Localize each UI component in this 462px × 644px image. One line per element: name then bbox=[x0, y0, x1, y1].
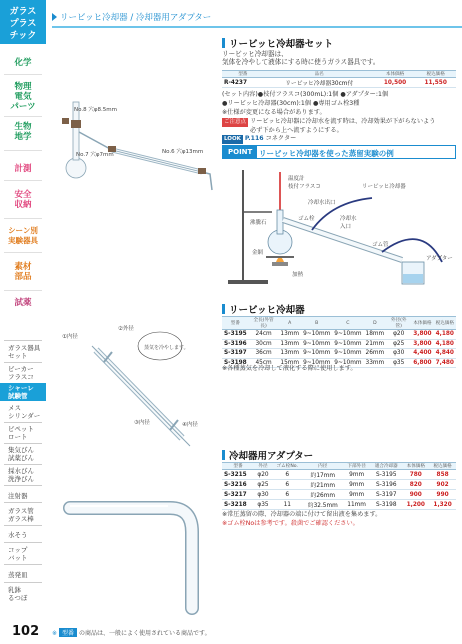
point-label: POINT bbox=[223, 146, 257, 158]
page-number: 102 bbox=[12, 624, 40, 639]
diagram-label-gauze: 金網 bbox=[252, 250, 264, 256]
table-cell: 13mm bbox=[280, 340, 300, 347]
distillation-set-illustration bbox=[52, 40, 217, 210]
point-box bbox=[222, 145, 456, 159]
diagram-label-water: 冷却水 bbox=[340, 216, 357, 222]
divider bbox=[4, 116, 42, 117]
table-cell: 6,800 bbox=[411, 358, 433, 368]
table-cell: S-3197 bbox=[370, 490, 402, 500]
divider bbox=[4, 564, 42, 565]
cooler-photo bbox=[52, 318, 217, 468]
illus-label-inner-diameter: ①内径 bbox=[62, 334, 78, 340]
cooler-note: ※各種蒸気を冷却して液化する際に使用します。 bbox=[222, 365, 357, 372]
subnav-glass-tube-rod[interactable]: ガラス管 ガラス棒 bbox=[8, 507, 34, 523]
table-cell: 15mm bbox=[280, 359, 300, 366]
table-cell: 9~10mm bbox=[303, 340, 331, 347]
table-cell: 30cm bbox=[249, 339, 279, 349]
table-cell: 4,180 bbox=[434, 330, 456, 340]
table-cell: 9~10mm bbox=[334, 359, 362, 366]
set-tagline: 気体を冷やして液体にする時に使うガラス器具です。 bbox=[222, 58, 380, 66]
diagram-label-heat: 加熱 bbox=[292, 272, 304, 278]
divider bbox=[4, 340, 42, 341]
table-cell: S-3196 bbox=[370, 480, 402, 490]
divider bbox=[4, 542, 42, 543]
table-cell: 約21mm bbox=[302, 480, 343, 490]
table-cell: S-3215 bbox=[222, 470, 254, 480]
subnav-water-tank[interactable]: 水そう bbox=[8, 531, 28, 539]
subnav-water-bottle[interactable]: 採水びん 洗浄びん bbox=[8, 467, 34, 483]
page-footer bbox=[0, 620, 462, 644]
subnav-beaker-flask[interactable]: ビーカー フラスコ bbox=[8, 365, 34, 381]
table-cell: 9~10mm bbox=[334, 340, 362, 347]
table-row bbox=[222, 339, 456, 349]
category-sidebar bbox=[0, 0, 46, 644]
table-cell: φ30 bbox=[254, 490, 272, 500]
divider bbox=[4, 252, 42, 253]
table-cell: 6 bbox=[272, 480, 302, 490]
diagram-label-flask: 枝付フラスコ bbox=[288, 184, 321, 190]
set-title: リービッヒ冷却器セット bbox=[222, 36, 333, 50]
table-cell: 9mm bbox=[343, 490, 370, 500]
table-cell: 13mm bbox=[280, 331, 300, 338]
table-cell: S-3198 bbox=[370, 500, 402, 510]
table-cell: S-3217 bbox=[222, 490, 254, 500]
table-cell: 858 bbox=[429, 470, 456, 480]
divider bbox=[4, 464, 42, 465]
table-cell: 11mm bbox=[343, 500, 370, 510]
table-cell: S-3198 bbox=[224, 359, 247, 366]
table-cell: 13mm bbox=[280, 350, 300, 357]
divider bbox=[4, 582, 42, 583]
subnav-evaporating-dish[interactable]: 蒸発皿 bbox=[8, 571, 28, 579]
table-cell: φ20 bbox=[254, 470, 272, 480]
table-cell: S-3218 bbox=[222, 500, 254, 510]
divider bbox=[4, 502, 42, 503]
table-cell: S-3195 bbox=[370, 470, 402, 480]
divider bbox=[4, 218, 42, 219]
table-row bbox=[222, 330, 456, 340]
subnav-pipette-funnel[interactable]: ピペット ロート bbox=[8, 425, 34, 441]
sidebar-category-physics[interactable]: 物理 電気 パーツ bbox=[0, 82, 46, 112]
table-row: R-4237 リービッヒ冷却器30cm付 10,500 11,550 bbox=[222, 78, 456, 88]
adapter-title: 冷却器用アダプター bbox=[222, 448, 313, 462]
table-cell: 6 bbox=[272, 470, 302, 480]
divider bbox=[4, 150, 42, 151]
illus-label-inner-4: ④内径 bbox=[182, 422, 198, 428]
diagram-label-adapter: アダプター bbox=[426, 256, 453, 262]
table-cell: 990 bbox=[429, 490, 456, 500]
divider bbox=[4, 525, 42, 526]
table-cell: 1,200 bbox=[402, 500, 429, 510]
divider bbox=[4, 74, 42, 75]
table-cell: 11 bbox=[272, 500, 302, 510]
liebig-condenser-illustration bbox=[52, 318, 217, 468]
table-cell: 45cm bbox=[249, 358, 279, 368]
adapter-table-body bbox=[222, 470, 456, 510]
table-row bbox=[222, 500, 456, 510]
table-cell: 約26mm bbox=[302, 490, 343, 500]
table-cell: 3,800 bbox=[411, 330, 433, 340]
table-cell: 9~10mm bbox=[334, 350, 362, 357]
cooler-title: リービッヒ冷却器 bbox=[222, 302, 305, 316]
diagram-label-inlet: 入口 bbox=[340, 224, 352, 230]
divider bbox=[4, 180, 42, 181]
table-cell: 6 bbox=[272, 490, 302, 500]
adapter-note-2: ※ゴム栓Noは参考です。殺菌でご確認ください。 bbox=[222, 520, 359, 527]
table-cell: 4,840 bbox=[434, 349, 456, 359]
sidebar-category-scene[interactable]: シーン別 実験器具 bbox=[0, 226, 46, 246]
diagram-label-boiling-stone: 沸騰石 bbox=[250, 220, 267, 226]
subnav-mortar-crucible[interactable]: 乳鉢 るつぼ bbox=[8, 586, 28, 602]
table-cell: φ35 bbox=[386, 358, 411, 368]
model-mark: 型番 bbox=[59, 628, 77, 637]
table-cell: 26mm bbox=[365, 350, 385, 357]
table-cell: 18mm bbox=[365, 331, 385, 338]
sidebar-category-biology[interactable]: 生物 地学 bbox=[0, 122, 46, 142]
divider bbox=[4, 290, 42, 291]
table-cell: 約17mm bbox=[302, 470, 343, 480]
table-cell: 3,800 bbox=[411, 339, 433, 349]
table-cell: 9mm bbox=[343, 470, 370, 480]
table-cell: φ30 bbox=[386, 349, 411, 359]
look-badge: LOOK bbox=[224, 136, 241, 142]
diagram-label-water-out: 冷却水出口 bbox=[308, 200, 336, 206]
breadcrumb: リービッヒ冷却器 / 冷却器用アダプター bbox=[52, 11, 211, 23]
table-cell: S-3196 bbox=[224, 340, 247, 347]
subnav-cylinder[interactable]: メス シリンダー bbox=[8, 404, 41, 420]
table-cell: 21mm bbox=[365, 340, 385, 347]
subnav-glass-set[interactable]: ガラス器具 セット bbox=[8, 344, 41, 360]
table-row bbox=[222, 490, 456, 500]
diagram-label-condenser: リービッヒ冷却器 bbox=[362, 184, 406, 190]
table-cell: 1,320 bbox=[429, 500, 456, 510]
illus-label-outer-diameter: ②外径 bbox=[118, 326, 134, 332]
cooler-table-body bbox=[222, 330, 456, 368]
table-cell: 9~10mm bbox=[303, 359, 331, 366]
adapter-photo bbox=[60, 480, 210, 615]
table-cell: 780 bbox=[402, 470, 429, 480]
illus-bubble-text: 蒸気を冷やします。 bbox=[144, 345, 189, 351]
table-cell: 4,400 bbox=[411, 349, 433, 359]
table-row bbox=[222, 470, 456, 480]
table-cell: 9~10mm bbox=[334, 331, 362, 338]
diagram-label-stopper: ゴム栓 bbox=[298, 216, 315, 222]
sidebar-category-materials[interactable]: 素材 部品 bbox=[0, 262, 46, 282]
table-cell: S-3195 bbox=[224, 331, 247, 338]
set-caution: ご注意点 リービッヒ冷却器に冷却水を流す時は、冷却効果が下がらないよう bbox=[224, 118, 436, 125]
callout-label: No.6 穴φ13mm bbox=[162, 149, 204, 155]
divider bbox=[4, 485, 42, 486]
table-cell: S-3216 bbox=[222, 480, 254, 490]
page-header bbox=[0, 0, 462, 30]
set-contents-2: ●リービッヒ冷却器(30cm):1個 ●専用ゴム栓3種 bbox=[222, 100, 360, 107]
callout-label: No.8 穴φ8.5mm bbox=[74, 107, 117, 113]
table-cell: φ25 bbox=[386, 339, 411, 349]
table-cell: 約32.5mm bbox=[302, 500, 343, 510]
adapter-illustration bbox=[60, 480, 210, 615]
header-rule bbox=[52, 26, 462, 28]
set-subtitle: リービッヒ冷却器は、 bbox=[222, 50, 288, 58]
distillation-diagram bbox=[222, 162, 456, 294]
callout-label: No.7 穴φ7mm bbox=[76, 152, 114, 158]
illus-label-inner-3: ③内径 bbox=[134, 420, 150, 426]
table-cell: 900 bbox=[402, 490, 429, 500]
table-cell: 24cm bbox=[249, 330, 279, 340]
table-cell: 7,480 bbox=[434, 358, 456, 368]
sidebar-category-chemistry[interactable]: 化学 bbox=[0, 58, 46, 68]
diagram-label-hose: ゴム管 bbox=[372, 242, 389, 248]
sidebar-category-safety[interactable]: 安全 収納 bbox=[0, 190, 46, 210]
divider bbox=[4, 443, 42, 444]
table-cell: 9~10mm bbox=[303, 350, 331, 357]
sidebar-category-reagents[interactable]: 試薬 bbox=[0, 298, 46, 308]
table-row bbox=[222, 480, 456, 490]
subnav-petri-testtube[interactable]: シャーレ 試験管 bbox=[0, 383, 46, 401]
set-spec-table: 型番 品名 本体価格 税込価格 R-4237 リービッヒ冷却器30cm付 10,500 11,550 bbox=[222, 70, 456, 88]
table-cell: φ20 bbox=[386, 330, 411, 340]
table-cell: 9mm bbox=[343, 480, 370, 490]
footer-note: ※ 型番 の商品は、一般によく使用されている商品です。 bbox=[52, 630, 211, 637]
look-reference[interactable]: LOOK P.116 コネクター bbox=[224, 135, 297, 142]
adapter-note-1: ※常圧蒸留の際、冷却器の端に付けて留出液を集めます。 bbox=[222, 511, 382, 518]
cooler-spec-table: 型番 全長(外管長) A B C D 外径(外管) 本体価格 税込価格 S-3195 24cm 13mm 9~10mm 9~10mm 18mm φ20 3,800 4,180 S-3196 30cm 13mm 9~10mm 9~10mm 21mm φ25 3,800 4,180 S-3197 36cm 13mm 9~10mm 9~10mm 26mm φ30 4,400 4,840 S-3198 45cm 15mm 9~10mm 9~10mm 33mm φ35 6,800 7,480 bbox=[222, 316, 456, 368]
table-cell: φ25 bbox=[254, 480, 272, 490]
caution-badge: ご注意点 bbox=[224, 119, 247, 125]
distillation-diagram-illustration bbox=[222, 162, 456, 294]
set-contents-1: (セット内容)●枝付フラスコ(300mL):1個 ●アダプター:1個 bbox=[222, 91, 389, 98]
table-cell: 902 bbox=[429, 480, 456, 490]
point-text: リービッヒ冷却器を使った蒸留実験の例 bbox=[259, 149, 394, 158]
subnav-cup-tray[interactable]: コップ バット bbox=[8, 546, 28, 562]
table-row bbox=[222, 349, 456, 359]
chevron-right-icon bbox=[52, 13, 57, 21]
sidebar-category-glass-plastic[interactable]: ガラス プラス チック bbox=[0, 0, 46, 44]
set-photo bbox=[52, 40, 217, 210]
table-cell: 820 bbox=[402, 480, 429, 490]
table-cell: 33mm bbox=[365, 359, 385, 366]
divider bbox=[4, 422, 42, 423]
table-cell: φ35 bbox=[254, 500, 272, 510]
table-cell: 36cm bbox=[249, 349, 279, 359]
subnav-syringe[interactable]: 注射器 bbox=[8, 492, 28, 500]
sidebar-category-measurement[interactable]: 計測 bbox=[0, 164, 46, 174]
table-cell: S-3197 bbox=[224, 350, 247, 357]
set-spec-note: ※仕様が変更になる場合があります。 bbox=[222, 109, 326, 116]
table-cell: 9~10mm bbox=[303, 331, 331, 338]
diagram-label-thermometer: 温度計 bbox=[288, 176, 305, 182]
adapter-spec-table: 型番 外径 ゴム栓No. 内径 下部外径 適合冷却器 本体価格 税込価格 S-3215 φ20 6 約17mm 9mm S-3195 780 858 S-3216 φ25 6 約21mm 9mm S-3196 820 902 S-3217 φ30 6 約26mm 9mm S-3197 900 990 S-3218 φ35 11 約32.5mm 11mm S-3198 1,200 1,320 bbox=[222, 462, 456, 510]
subnav-gas-reagent-bottle[interactable]: 集気びん 試薬びん bbox=[8, 446, 34, 462]
set-caution-2: 必ず下から上へ流すようにする。 bbox=[250, 127, 343, 134]
table-cell: 4,180 bbox=[434, 339, 456, 349]
divider bbox=[4, 362, 42, 363]
